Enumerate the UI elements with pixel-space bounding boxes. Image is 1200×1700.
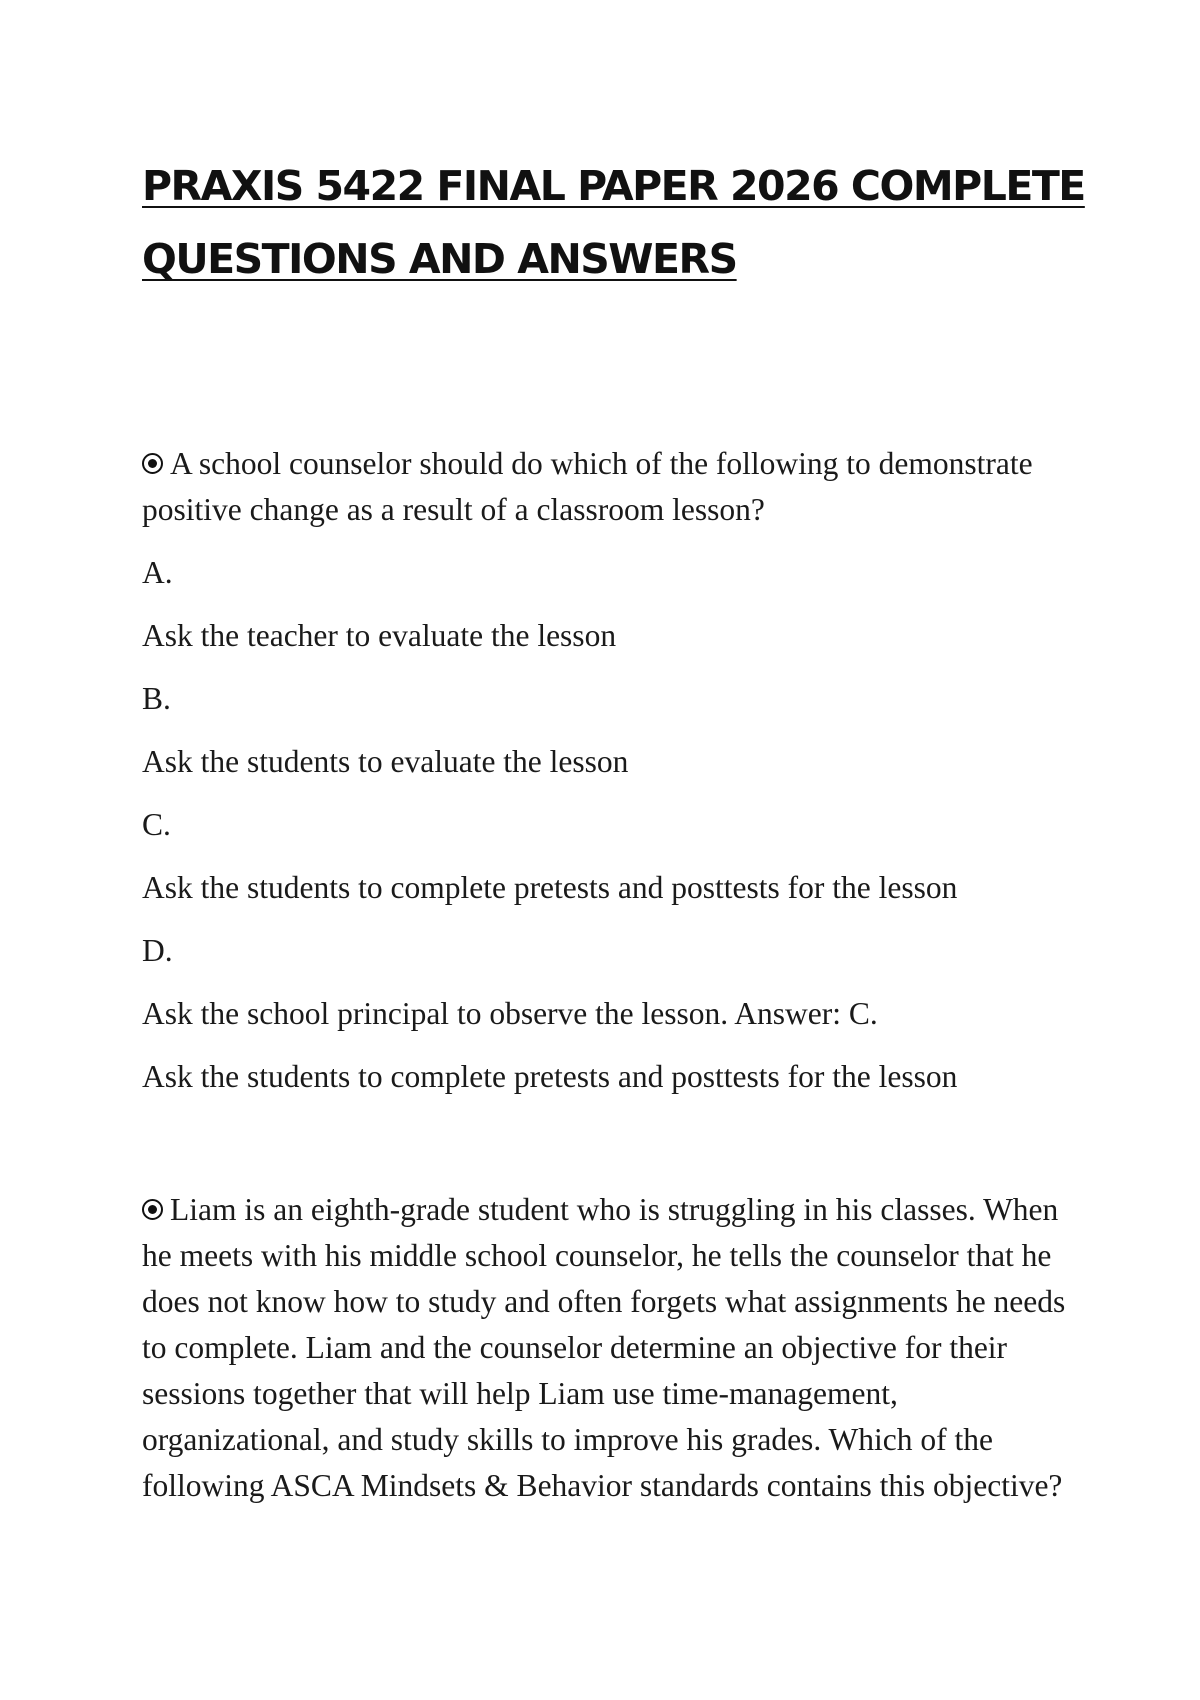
answer-text: Ask the students to complete pretests and posttests for the lesson	[142, 1059, 958, 1094]
radio-bullet-icon	[142, 453, 163, 474]
question-2-text	[142, 1187, 1082, 1509]
question-2	[142, 1187, 1082, 1509]
title-line-2: QUESTIONS AND ANSWERS	[142, 235, 737, 283]
option-c-text: Ask the students to complete pretests and posttests for the lesson	[142, 870, 958, 905]
option-d-letter: D.	[142, 933, 173, 968]
radio-bullet-icon	[142, 1199, 163, 1220]
question-1	[142, 441, 1082, 1108]
option-b-text: Ask the students to evaluate the lesson	[142, 744, 629, 779]
question-1-text	[142, 441, 1082, 533]
option-d-text-with-answer: Ask the school principal to observe the lesson. Answer: C.	[142, 996, 878, 1031]
document-title	[142, 150, 1085, 296]
question-2-stem: Liam is an eighth-grade student who is struggling in his classes. When he meets with his middle school counselor, he tells the counselor that he does not know how to study and often forgets what assignments he needs to complete. Liam and the counselor determine an objective for their sessions together that will help Liam use time-management, organizational, and study skills to improve his grades. Which of the following ASCA Mindsets & Behavior standards contains this objective?	[142, 1192, 1066, 1503]
option-b-letter: B.	[142, 681, 171, 716]
question-1-stem: A school counselor should do which of the following to demonstrate positive change as a result of a classroom lesson?	[142, 446, 1033, 527]
title-line-1: PRAXIS 5422 FINAL PAPER 2026 COMPLETE	[142, 162, 1085, 210]
question-1-options	[142, 541, 1082, 1108]
option-a-letter: A.	[142, 555, 173, 590]
option-c-letter: C.	[142, 807, 171, 842]
option-a-text: Ask the teacher to evaluate the lesson	[142, 618, 617, 653]
